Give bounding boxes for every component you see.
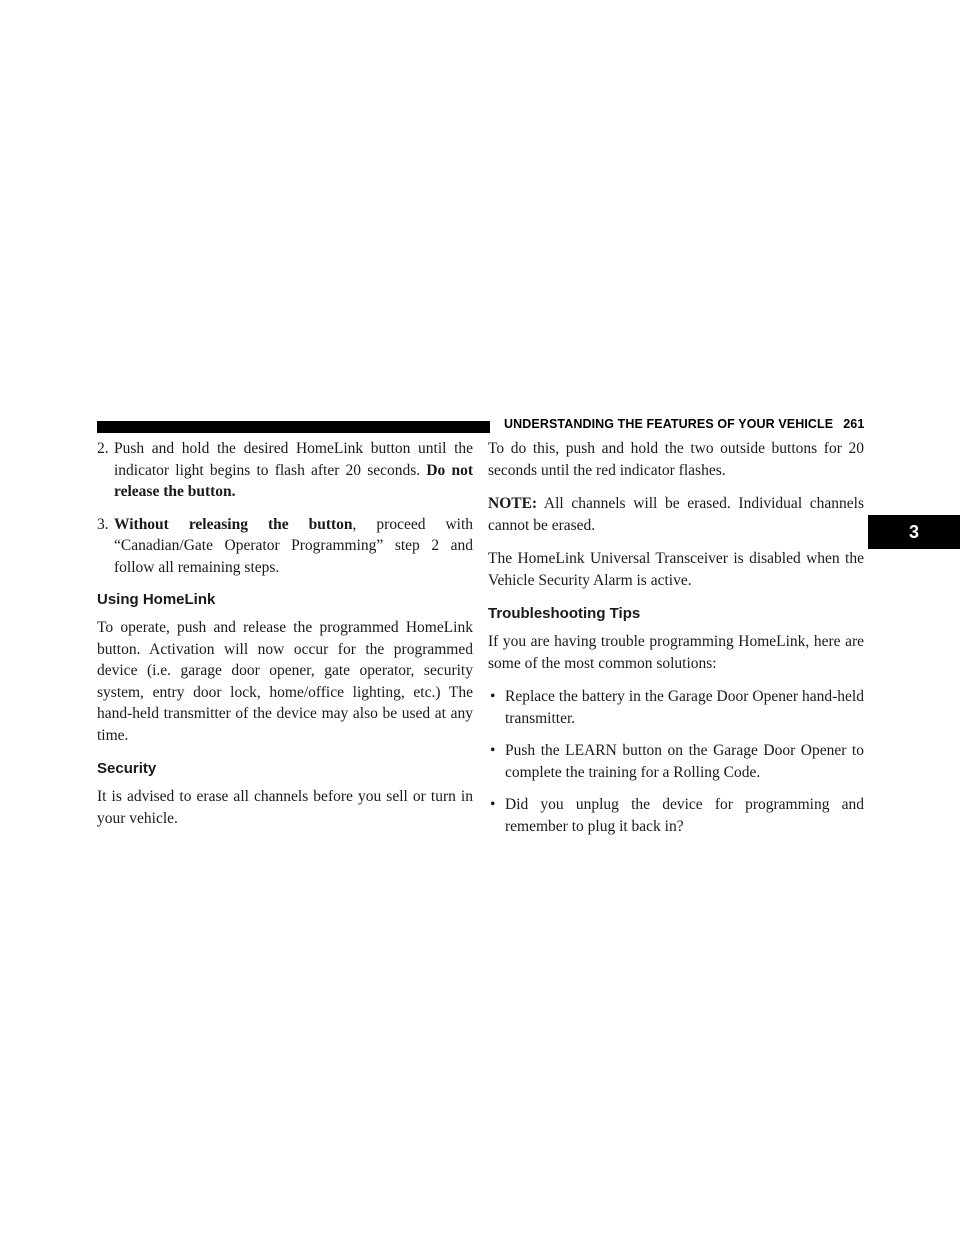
running-header	[504, 417, 864, 431]
section-heading-troubleshooting: Troubleshooting Tips	[488, 605, 641, 622]
list-item-text: Push the LEARN button on the Garage Door Opener to complete the training for a Rolling Code.	[505, 742, 864, 781]
solutions-list	[488, 686, 864, 837]
note-label: NOTE:	[488, 495, 538, 512]
note-paragraph	[488, 493, 864, 536]
step-emphasis: Without releasing the button	[114, 515, 353, 533]
right-column	[488, 438, 864, 848]
bullet-icon: •	[490, 742, 496, 759]
bullet-icon: •	[490, 796, 496, 813]
list-item	[488, 686, 864, 729]
header-rule	[97, 421, 490, 433]
paragraph-erase: To do this, push and hold the two outside buttons for 20 seconds until the red indicator flashes.	[488, 440, 864, 479]
paragraph-troubleshooting-intro: If you are having trouble programming HomeLink, here are some of the most common solutions:	[488, 633, 864, 672]
paragraph-disabled: The HomeLink Universal Transceiver is disabled when the Vehicle Security Alarm is active.	[488, 550, 864, 589]
list-item-text: Replace the battery in the Garage Door Opener hand-held transmitter.	[505, 688, 864, 727]
step-number: 2.	[97, 440, 109, 457]
step-text: , proceed with “Canadian/Gate Operator Programming” step 2 and follow all remaining steps.	[114, 515, 474, 576]
list-item	[488, 794, 864, 837]
page-number: 261	[843, 417, 865, 431]
step-number: 3.	[97, 515, 109, 533]
step-3	[97, 514, 473, 579]
paragraph-security: It is advised to erase all channels before you sell or turn in your vehicle.	[97, 788, 473, 827]
bullet-icon: •	[490, 688, 496, 705]
note-text: All channels will be erased. Individual channels cannot be erased.	[488, 495, 865, 534]
step-2	[97, 438, 473, 503]
list-item	[488, 740, 864, 783]
chapter-tab: 3	[868, 515, 960, 549]
list-item-text: Did you unplug the device for programming and remember to plug it back in?	[505, 796, 864, 835]
section-heading-using-homelink: Using HomeLink	[97, 591, 216, 608]
section-title: UNDERSTANDING THE FEATURES OF YOUR VEHICLE	[504, 417, 834, 431]
section-heading-security: Security	[97, 760, 157, 777]
paragraph-using-homelink: To operate, push and release the programmed HomeLink button. Activation will now occur for the programmed device (i.e. garage door opener, gate operator, security system, entry door lock, home/office lighting, etc.) The hand-held transmitter of the device may also be used at any time.	[97, 619, 473, 744]
left-column	[97, 438, 473, 841]
step-text: Push and hold the desired HomeLink button until the indicator light begins to flash after 20 seconds.	[114, 440, 473, 479]
step-warning: Do not release the button.	[114, 461, 473, 500]
